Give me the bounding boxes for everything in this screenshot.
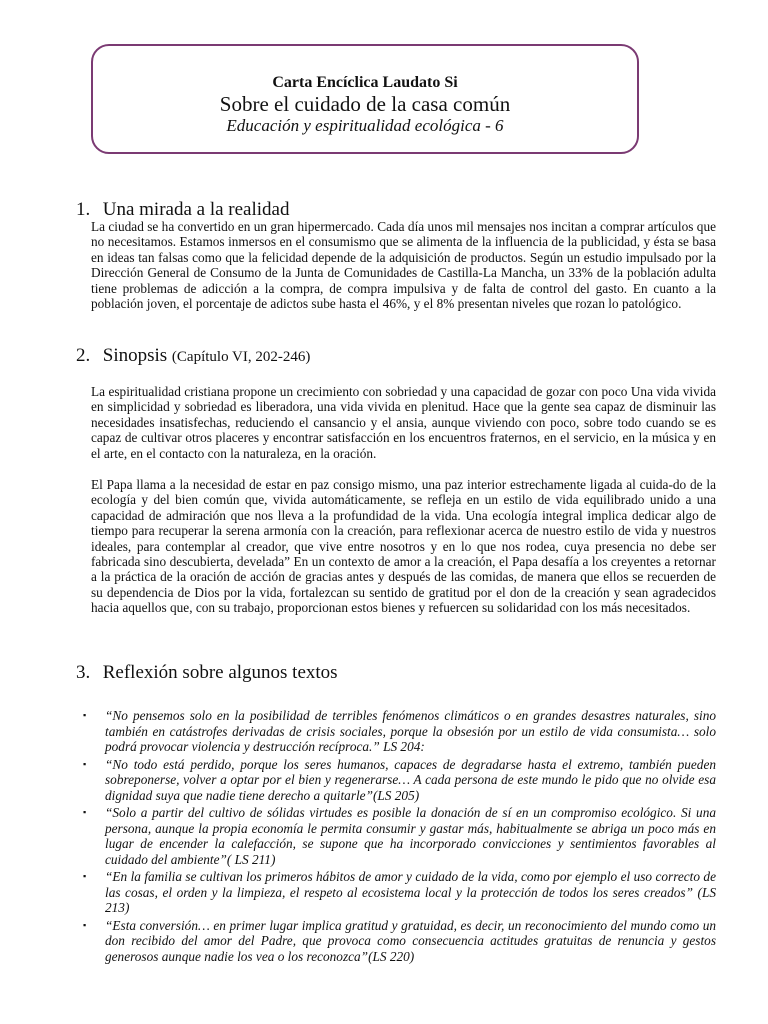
section-1-paragraph: La ciudad se ha convertido en un gran hipermercado. Cada día unos mil mensajes nos incitan a comprar artículos que no necesitamos. Estamos inmersos en el consumismo que se alimenta de la influencia de la publicidad, y ésta se basa en ideas tan falsas como que la felicidad depende de la adquisición de productos. Según un estudio impulsado por la Dirección General de Consumo de la Junta de Comunidades de Castilla-La Mancha, un 33% de la población adulta tiene problemas de adicción a la compra, de compra impulsiva y de falta de control del gasto. En cuanto a la población joven, el porcentaje de adictos sube hasta el 46%, y el 8% presentan niveles que rozan lo patológico. xyxy=(91,219,716,312)
section-2-paragraph-2: El Papa llama a la necesidad de estar en paz consigo mismo, una paz interior estrechamente ligada al cuida-do de la ecología y del bien común que, vivida automáticamente, se refleja en un estilo de vida equilibrado unido a una capacidad de admiración que nos lleva a la profundidad de la vida. Una ecología integral implica dedicar algo de tiempo para recuperar la serena armonía con la creación, para reflexionar acerca de nuestro estilo de vida y nuestros ideales, para contemplar al creador, que vive entre nosotros y en lo que nos rodea, cuya presencia no debe ser fabricada sino descubierta, develada” En un contexto de amor a la creación, el Papa desafía a los creyentes a retornar a la práctica de la oración de acción de gracias antes y después de las comidas, de manera que ellos se recuerden de su dependencia de Dios por la vida, fortalezcan su sentido de gratitud por el don de la creación y sean agradecidos hacia aquellos que, con su trabajo, proporcionan estos bienes y refuercen su solidaridad con los más necesitados. xyxy=(91,477,716,616)
quote-text: “Solo a partir del cultivo de sólidas virtudes es posible la donación de sí en un compromiso ecológico. Si una persona, aunque la propia economía le permita consumir y gastar más, habitualmente se abriga un poco más en lugar de encender la calefacción, se supone que ha incorporado convicciones y sentimientos favorables al cuidado del ambiente”( LS 211) xyxy=(105,805,716,867)
list-item xyxy=(76,708,716,755)
square-bullet-icon: ▪ xyxy=(83,758,87,769)
section-number: 3. xyxy=(76,662,91,683)
quote-list xyxy=(76,708,716,966)
list-item xyxy=(76,918,716,965)
list-item xyxy=(76,757,716,804)
quote-text: “No pensemos solo en la posibilidad de terribles fenómenos climáticos o en grandes desastres naturales, sino también en catástrofes derivadas de crisis sociales, porque la obsesión por un estilo de vida consumista… solo podrá provocar violencia y destrucción recíproca.” LS 204: xyxy=(105,708,716,754)
quote-text: “En la familia se cultivan los primeros hábitos de amor y cuidado de la vida, como por ejemplo el uso correcto de las cosas, el orden y la limpieza, el respeto al ecosistema local y la protección de todos los seres creados” (LS 213) xyxy=(105,869,716,915)
list-item xyxy=(76,805,716,867)
square-bullet-icon: ▪ xyxy=(83,807,87,817)
document-series-label: Educación y espiritualidad ecológica - 6 xyxy=(226,116,504,135)
square-bullet-icon: ▪ xyxy=(83,710,87,720)
section-subtitle: (Capítulo VI, 202-246) xyxy=(171,349,311,365)
section-title: Sinopsis xyxy=(102,345,168,366)
document-title: Carta Encíclica Laudato Si xyxy=(272,74,458,91)
section-2-paragraph-1: La espiritualidad cristiana propone un crecimiento con sobriedad y una capacidad de gozar con poco Una vida vivida en simplicidad y sobriedad es liberadora, una vida vivida en plenitud. Hace que la gente sea capaz de disminuir las necesidades insatisfechas, reduciendo el cansancio y el ansia, aunque viviendo con poco, sobre todo cuando se es capaz de cultivar otros placeres y encontrar satisfacción en los encuentros fraternos, en el servicio, en la música y en el arte, en el contacto con la naturaleza, en la oración. xyxy=(91,384,716,461)
square-bullet-icon: ▪ xyxy=(83,919,87,930)
document-subtitle: Sobre el cuidado de la casa común xyxy=(219,92,511,116)
section-2-heading xyxy=(76,345,310,368)
quote-text: “No todo está perdido, porque los seres humanos, capaces de degradarse hasta el extremo, también pueden sobreponerse, volver a optar por el bien y regenerarse… A cada persona de este mundo le pido que no olvide esa dignidad suya que nadie tiene derecho a quitarle”(LS 205) xyxy=(105,756,716,803)
square-bullet-icon: ▪ xyxy=(83,871,87,881)
section-title: Reflexión sobre algunos textos xyxy=(102,662,338,683)
section-title: Una mirada a la realidad xyxy=(102,199,290,220)
section-1-heading xyxy=(76,199,289,221)
section-number: 2. xyxy=(76,345,91,366)
title-box xyxy=(91,44,639,154)
section-number: 1. xyxy=(76,199,91,220)
list-item xyxy=(76,869,716,916)
quote-text: “Esta conversión… en primer lugar implica gratitud y gratuidad, es decir, un reconocimiento del mundo como un don recibido del amor del Padre, que provoca como consecuencia actitudes gratuitas de renuncia y gestos generosos aunque nadie los vea o los reconozca”(LS 220) xyxy=(105,917,716,964)
section-3-heading xyxy=(76,662,338,684)
